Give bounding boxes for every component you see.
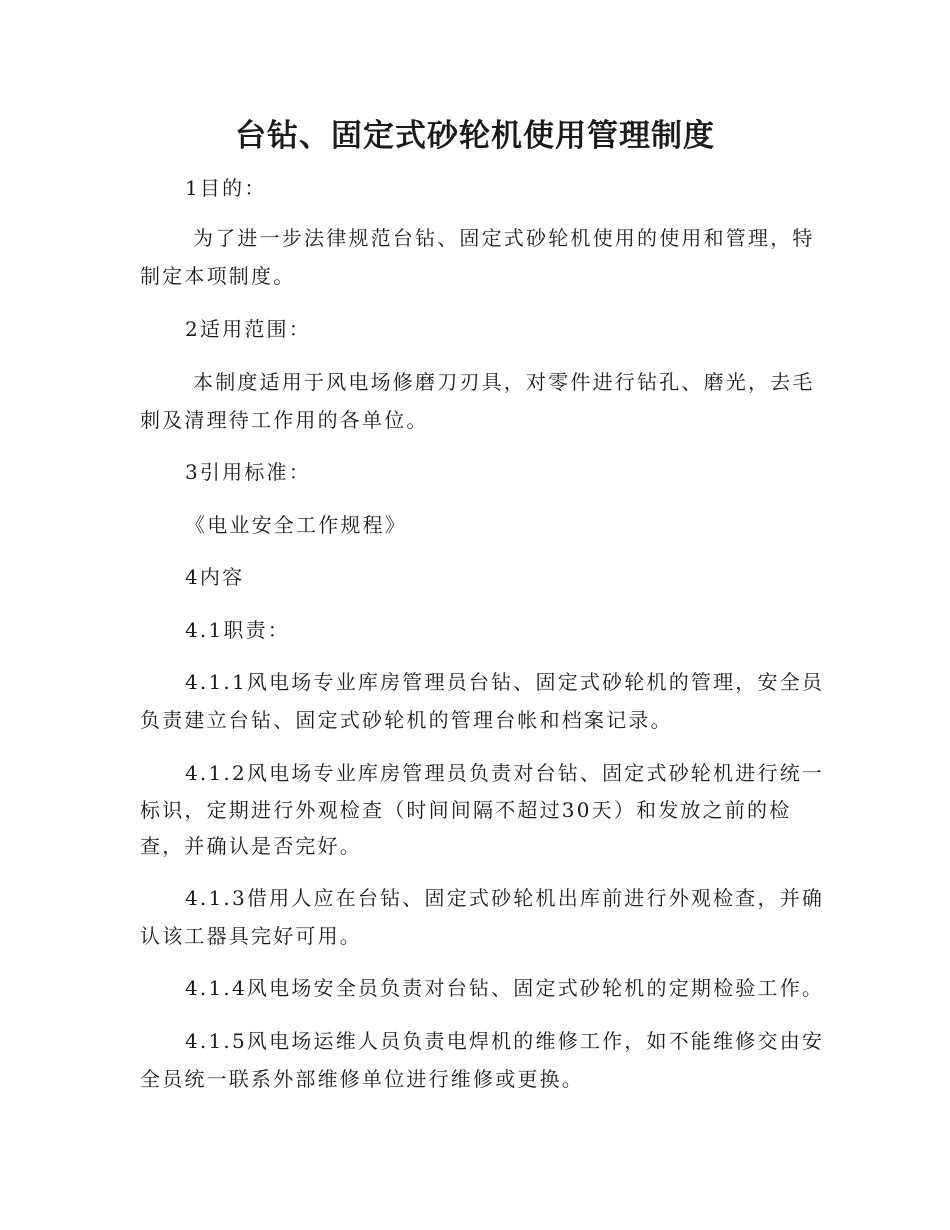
- reference-heading: 3引用标准：: [185, 460, 311, 484]
- item-4-1-3-line-1: 4.1.3借用人应在台钻、固定式砂轮机出库前进行外观检查，并确: [185, 886, 825, 910]
- item-4-1-4-line-1: 4.1.4风电场安全员负责对台钻、固定式砂轮机的定期检验工作。: [185, 976, 825, 1000]
- scope-heading: 2适用范围：: [185, 317, 311, 341]
- item-4-1-1-line-2: 负责建立台钻、固定式砂轮机的管理台帐和档案记录。: [140, 708, 673, 732]
- content-heading: 4内容: [185, 565, 245, 589]
- document-title: 台钻、固定式砂轮机使用管理制度: [235, 118, 715, 154]
- item-4-1-5-line-1: 4.1.5风电场运维人员负责电焊机的维修工作，如不能维修交由安: [185, 1029, 825, 1053]
- item-4-1-5-line-2: 全员统一联系外部维修单位进行维修或更换。: [140, 1067, 584, 1091]
- item-4-1-2-line-2: 标识，定期进行外观检查（时间间隔不超过30天）和发放之前的检: [140, 798, 792, 822]
- scope-paragraph-line-1: 本制度适用于风电场修磨刀刃具，对零件进行钻孔、磨光，去毛: [193, 370, 815, 394]
- purpose-paragraph-line-1: 为了进一步法律规范台钻、固定式砂轮机使用的使用和管理，特: [193, 226, 815, 250]
- item-4-1-3-line-2: 认该工器具完好可用。: [140, 924, 362, 948]
- item-4-1-2-line-1: 4.1.2风电场专业库房管理员负责对台钻、固定式砂轮机进行统一: [185, 761, 825, 785]
- reference-item: 《电业安全工作规程》: [185, 513, 407, 537]
- scope-paragraph-line-2: 刺及清理待工作用的各单位。: [140, 408, 429, 432]
- item-4-1-1-line-1: 4.1.1风电场专业库房管理员台钻、固定式砂轮机的管理，安全员: [185, 670, 825, 694]
- purpose-heading: 1目的：: [185, 176, 267, 200]
- item-4-1-2-line-3: 查，并确认是否完好。: [140, 834, 362, 858]
- purpose-paragraph-line-2: 制定本项制度。: [140, 264, 296, 288]
- duty-heading: 4.1职责：: [185, 618, 291, 642]
